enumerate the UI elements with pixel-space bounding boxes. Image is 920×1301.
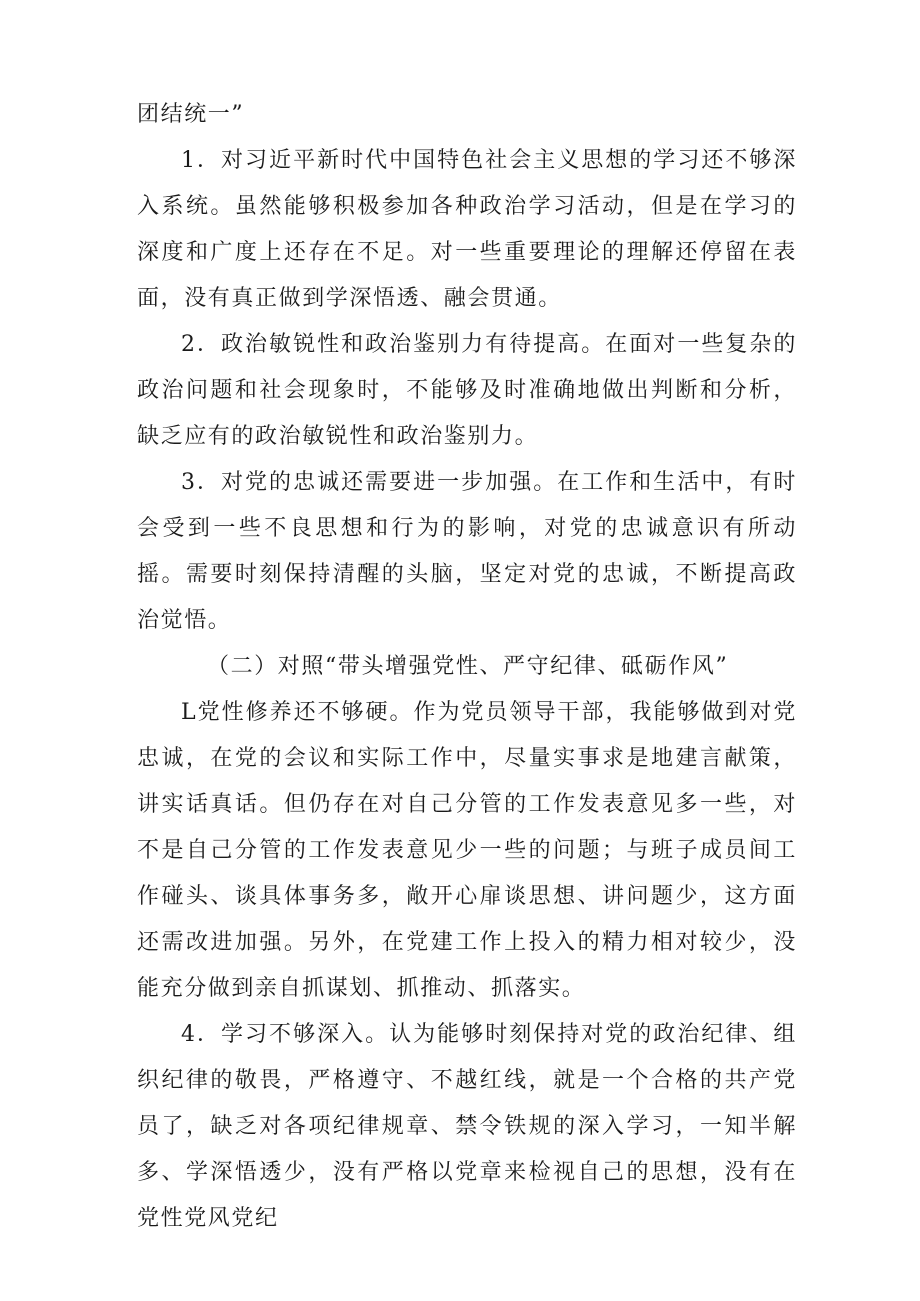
paragraph-item-L: L党性修养还不够硬。作为党员领导干部，我能够做到对党忠诚，在党的会议和实际工作中，尽量实事求是地建言献策，讲实话真话。但仍存在对自己分管的工作发表意见多一些，对不是自己分管的工作发表意见少一些的问题；与班子成员间工作碰头、谈具体事务多，敞开心扉谈思想、讲问题少，这方面还需改进加强。另外，在党建工作上投入的精力相对较少，没能充分做到亲自抓谋划、抓推动、抓落实。	[137, 700, 797, 1001]
paragraph-item-1: 1．对习近平新时代中国特色社会主义思想的学习还不够深入系统。虽然能够积极参加各种政治学习活动，但是在学习的深度和广度上还存在不足。对一些重要理论的理解还停留在表面，没有真正做到学深悟透、融会贯通。	[137, 148, 797, 311]
section-heading-2: （二）对照“带头增强党性、严守纪律、砥砺作风”	[207, 654, 729, 679]
paragraph-item-3: 3．对党的忠诚还需要进一步加强。在工作和生活中，有时会受到一些不良思想和行为的影响，对党的忠诚意识有所动摇。需要时刻保持清醒的头脑，坚定对党的忠诚，不断提高政治觉悟。	[137, 470, 797, 633]
paragraph-item-4: 4．学习不够深入。认为能够时刻保持对党的政治纪律、组织纪律的敬畏，严格遵守、不越红线，就是一个合格的共产党员了，缺乏对各项纪律规章、禁令铁规的深入学习，一知半解多、学深悟透少，没有严格以党章来检视自己的思想，没有在党性党风党纪	[137, 1022, 797, 1231]
paragraph-item-2: 2．政治敏锐性和政治鉴别力有待提高。在面对一些复杂的政治问题和社会现象时，不能够及时准确地做出判断和分析，缺乏应有的政治敏锐性和政治鉴别力。	[137, 332, 797, 449]
document-body	[137, 92, 797, 1242]
paragraph-continuation: 团结统一”	[137, 102, 245, 127]
